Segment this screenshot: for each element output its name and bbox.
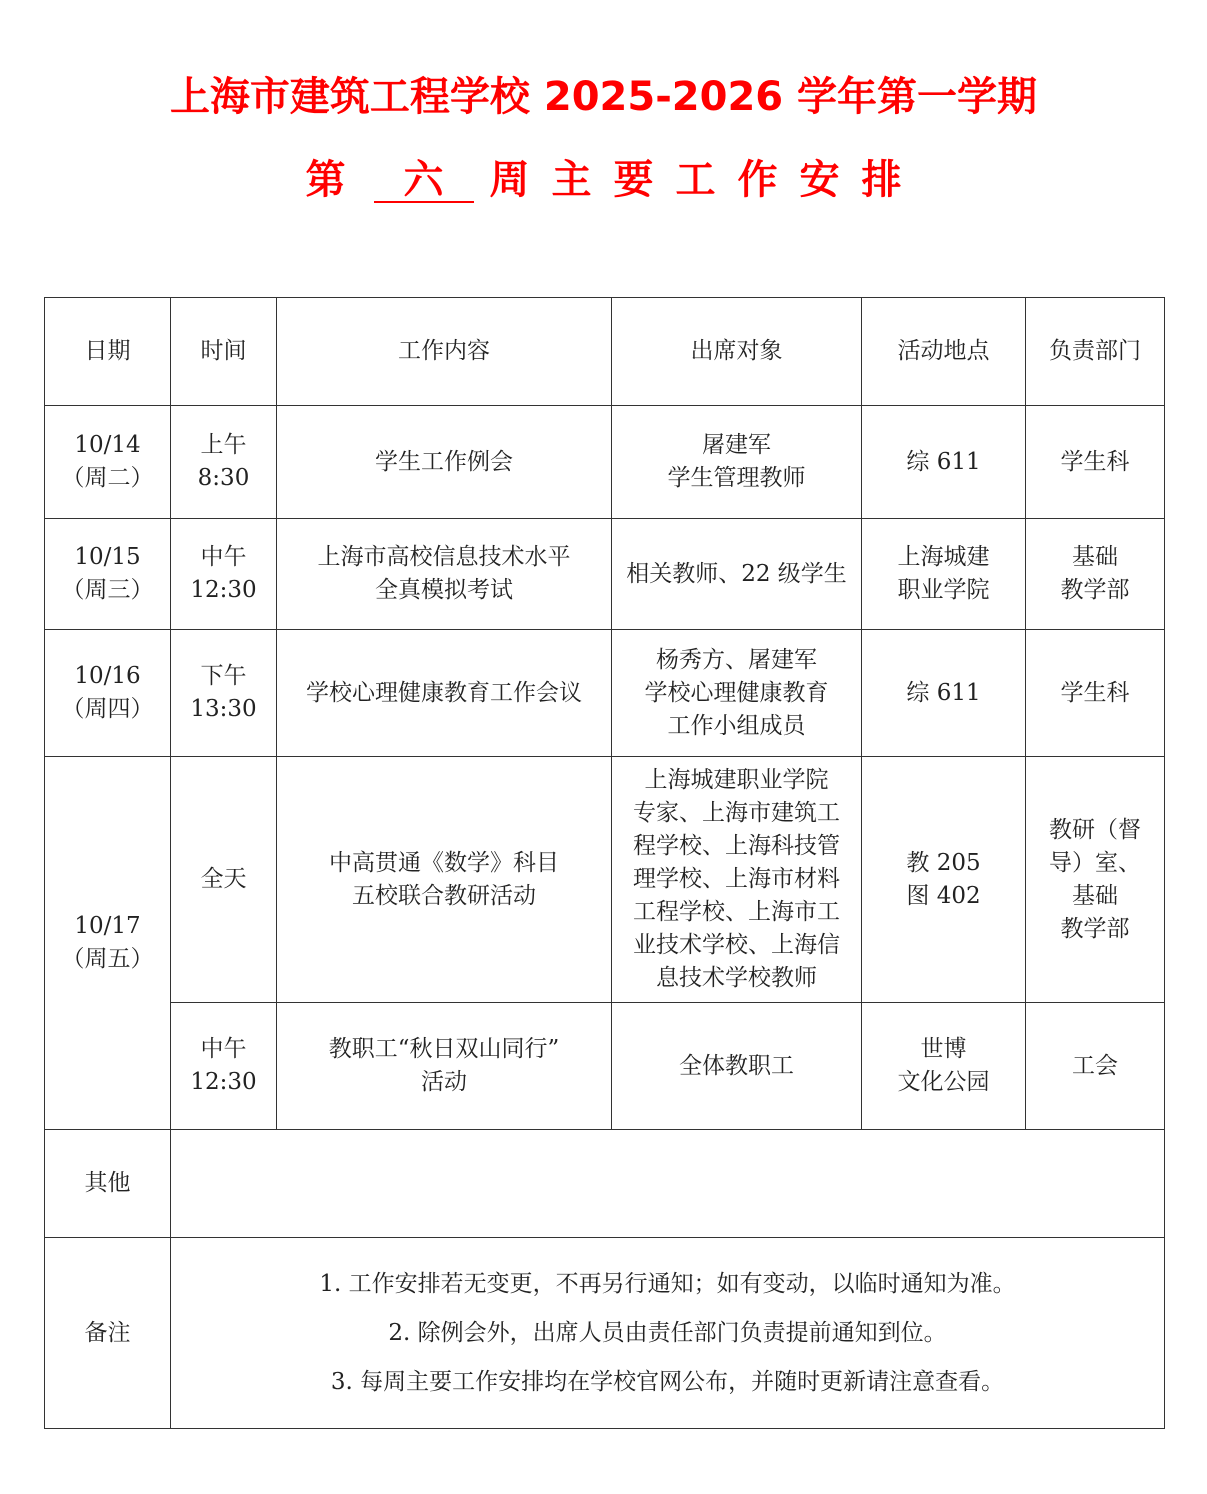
cell-date (45, 630, 171, 757)
cell-line: 13:30 (190, 696, 257, 722)
cell-time (171, 406, 277, 519)
subtitle-prefix: 第 (305, 157, 368, 203)
table-row (45, 757, 1165, 1003)
cell-line: 综 611 (906, 448, 981, 475)
cell-line: 10/16 (74, 663, 141, 689)
table-row (45, 519, 1165, 630)
cell-line: 学生管理教师 (667, 465, 806, 491)
notes-row (45, 1238, 1165, 1429)
other-value (171, 1130, 1165, 1238)
cell-attendees (612, 757, 862, 1003)
cell-line: 12:30 (190, 577, 257, 603)
cell-line: 全天 (200, 866, 247, 892)
cell-content (277, 406, 612, 519)
page-title: 上海市建筑工程学校 2025-2026 学年第一学期 (169, 74, 1038, 120)
cell-line: 教研（督 (1049, 816, 1141, 843)
cell-line: （周四） (61, 696, 154, 722)
cell-line: （周五） (61, 946, 154, 972)
subtitle-suffix: 周主要工作安排 (489, 157, 924, 203)
cell-line: 学生科 (1060, 448, 1130, 475)
cell-department (1026, 406, 1165, 519)
cell-line: 息技术学校教师 (656, 965, 817, 991)
cell-line: 导）室、 (1049, 849, 1141, 876)
cell-location (862, 630, 1026, 757)
cell-line: 中午 (200, 544, 247, 570)
cell-line: 学生科 (1060, 679, 1130, 706)
header-department: 负责部门 (1026, 298, 1165, 406)
cell-line: 综 611 (906, 679, 981, 706)
cell-line: 教学部 (1060, 915, 1130, 942)
cell-line: 学生工作例会 (375, 448, 513, 475)
cell-line: 专家、上海市建筑工 (633, 800, 840, 826)
cell-department (1026, 630, 1165, 757)
cell-line: 12:30 (190, 1069, 257, 1095)
cell-line: 杨秀方、屠建军 (656, 646, 817, 673)
cell-time (171, 630, 277, 757)
cell-attendees (612, 519, 862, 630)
cell-department (1026, 519, 1165, 630)
cell-line: 10/17 (74, 913, 141, 939)
cell-line: 相关教师、22 级学生 (626, 560, 847, 587)
header-time: 时间 (171, 298, 277, 406)
cell-line: 基础 (1072, 882, 1118, 909)
cell-line: （周三） (61, 577, 154, 603)
cell-line: 基础 (1072, 544, 1118, 570)
cell-time (171, 1003, 277, 1130)
cell-line: 上海市高校信息技术水平 (317, 544, 571, 570)
cell-line: 五校联合教研活动 (352, 882, 536, 909)
cell-line: 活动 (421, 1069, 467, 1095)
notes-label: 备注 (45, 1238, 171, 1429)
cell-content (277, 630, 612, 757)
table-row (45, 406, 1165, 519)
schedule-table (44, 297, 1165, 1429)
cell-line: 教学部 (1060, 577, 1130, 603)
cell-line: 8:30 (197, 465, 250, 491)
cell-line: 学校心理健康教育 (644, 679, 829, 706)
other-label: 其他 (45, 1130, 171, 1238)
cell-time (171, 519, 277, 630)
header-attendees: 出席对象 (612, 298, 862, 406)
cell-line: 10/15 (74, 544, 141, 570)
cell-line: 教 205 (906, 849, 981, 876)
week-number: 六 (374, 159, 474, 203)
cell-line: （周二） (61, 465, 154, 491)
cell-line: 全体教职工 (679, 1052, 794, 1079)
cell-line: 上午 (200, 432, 247, 458)
cell-line: 上海城建 (897, 544, 990, 570)
cell-department (1026, 757, 1165, 1003)
cell-date (45, 406, 171, 519)
cell-line: 教职工“秋日双山同行” (328, 1036, 560, 1062)
cell-location (862, 519, 1026, 630)
cell-line: 学校心理健康教育工作会议 (306, 679, 582, 706)
cell-date (45, 519, 171, 630)
cell-line: 工会 (1072, 1052, 1118, 1079)
cell-line: 业技术学校、上海信 (633, 932, 840, 958)
cell-line: 图 402 (906, 882, 981, 909)
cell-line: 中午 (200, 1036, 247, 1062)
cell-line: 工作小组成员 (667, 712, 806, 739)
note-item: 1. 工作安排若无变更，不再另行通知；如有变动，以临时通知为准。 (319, 1270, 1016, 1297)
cell-line: 下午 (200, 663, 247, 689)
cell-location (862, 1003, 1026, 1130)
cell-line: 10/14 (74, 432, 141, 458)
cell-line: 上海城建职业学院 (644, 767, 829, 793)
note-item: 2. 除例会外，出席人员由责任部门负责提前通知到位。 (388, 1319, 947, 1346)
cell-line: 屠建军 (702, 432, 771, 458)
cell-location (862, 757, 1026, 1003)
notes-cell (171, 1238, 1165, 1429)
cell-line: 工程学校、上海市工 (633, 899, 840, 925)
cell-attendees (612, 1003, 862, 1130)
cell-line: 职业学院 (897, 577, 990, 603)
note-item: 3. 每周主要工作安排均在学校官网公布，并随时更新请注意查看。 (330, 1368, 1005, 1395)
header-row (45, 298, 1165, 406)
cell-date (45, 757, 171, 1130)
cell-line: 理学校、上海市材料 (633, 866, 840, 892)
cell-content (277, 519, 612, 630)
cell-line: 世博 (920, 1036, 967, 1062)
cell-line: 中高贯通《数学》科目 (329, 849, 559, 876)
cell-location (862, 406, 1026, 519)
cell-content (277, 1003, 612, 1130)
cell-line: 程学校、上海科技管 (633, 833, 840, 859)
header-date: 日期 (45, 298, 171, 406)
page-subtitle (0, 156, 1207, 204)
table-row (45, 630, 1165, 757)
cell-attendees (612, 630, 862, 757)
cell-time (171, 757, 277, 1003)
other-row (45, 1130, 1165, 1238)
cell-line: 全真模拟考试 (375, 577, 513, 603)
cell-content (277, 757, 612, 1003)
cell-department (1026, 1003, 1165, 1130)
header-location: 活动地点 (862, 298, 1026, 406)
header-content: 工作内容 (277, 298, 612, 406)
cell-line: 文化公园 (897, 1069, 990, 1095)
table-row (45, 1003, 1165, 1130)
cell-attendees (612, 406, 862, 519)
